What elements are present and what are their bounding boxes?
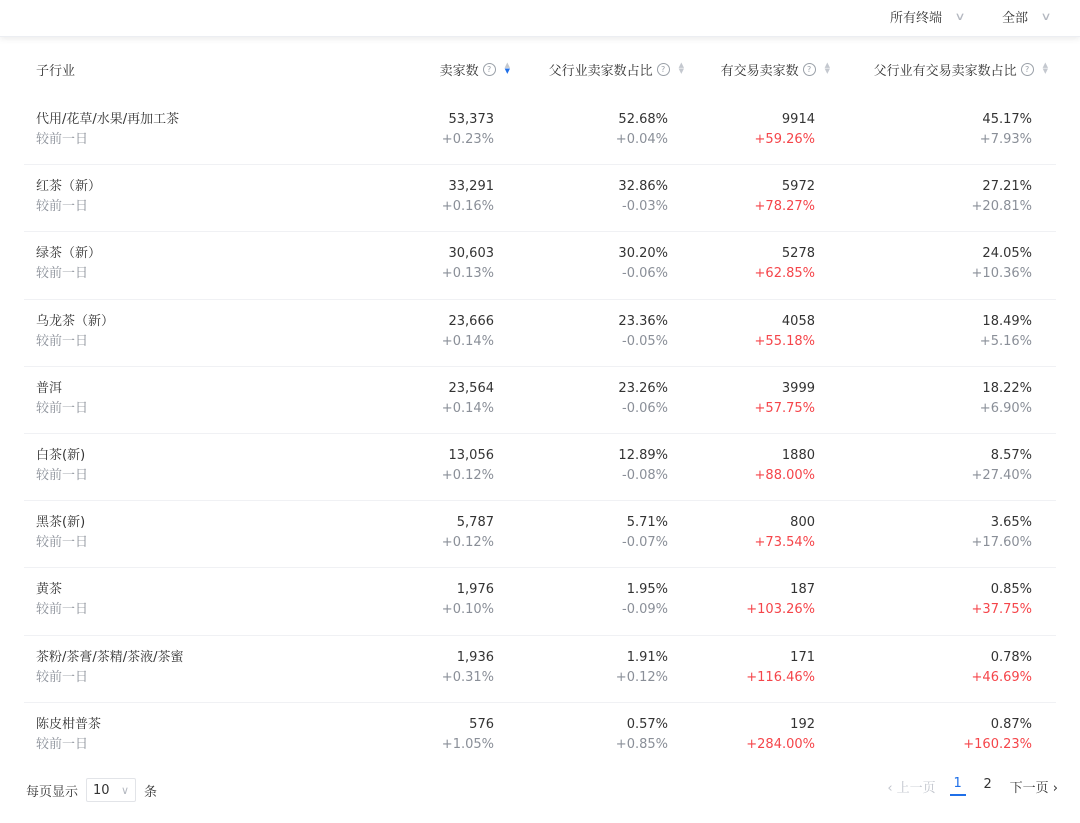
- sellers-value: 5,787: [456, 515, 494, 531]
- seller-share-change: -0.09%: [622, 602, 668, 618]
- active-sellers-change: +59.26%: [754, 132, 815, 147]
- cell-active-share: [980, 379, 1032, 419]
- active-share-value: 18.22%: [982, 380, 1032, 396]
- active-share-change: +27.40%: [971, 467, 1032, 483]
- header-sellers[interactable]: [440, 60, 510, 78]
- sellers-value: 33,291: [448, 179, 494, 195]
- page-size-value: 10: [93, 782, 110, 798]
- active-sellers-value: 171: [790, 649, 815, 665]
- table-row[interactable]: [24, 567, 1056, 634]
- sub-industry-name: 黄茶: [36, 582, 63, 598]
- active-share-change: +46.69%: [971, 669, 1032, 685]
- active-share-change: +37.75%: [971, 602, 1032, 618]
- cell-seller-share: [618, 244, 668, 284]
- active-sellers-value: 187: [790, 582, 815, 598]
- table-header: [24, 36, 1056, 98]
- cell-seller-share: [618, 446, 668, 486]
- seller-share-value: 5.71%: [626, 515, 668, 531]
- table-body: [24, 98, 1056, 769]
- cell-sellers: [442, 513, 494, 553]
- sellers-change: +0.16%: [441, 199, 494, 215]
- cell-seller-share: [622, 580, 668, 620]
- cell-sub-industry: [36, 244, 101, 284]
- sub-industry-name: 代用/花草/水果/再加工茶: [36, 112, 180, 127]
- seller-share-value: 0.57%: [626, 716, 668, 732]
- seller-share-value: 23.26%: [618, 380, 668, 396]
- sub-industry-name: 绿茶（新）: [36, 246, 102, 262]
- seller-share-change: -0.07%: [622, 535, 668, 551]
- compare-label: 较前一日: [36, 669, 89, 685]
- sellers-change: +0.12%: [441, 467, 494, 483]
- table-row[interactable]: [24, 366, 1056, 433]
- cell-active-share: [980, 312, 1032, 352]
- active-share-change: +10.36%: [971, 266, 1032, 282]
- active-sellers-change: +55.18%: [754, 333, 815, 349]
- active-share-value: 45.17%: [982, 112, 1032, 127]
- active-sellers-change: +78.27%: [754, 199, 815, 215]
- header-label: 有交易卖家数: [720, 63, 799, 79]
- sellers-change: +0.23%: [441, 132, 494, 147]
- header-label: 父行业卖家数占比: [548, 63, 653, 79]
- cell-active-sellers: [746, 580, 815, 620]
- prev-page-button[interactable]: ‹ 上一页: [887, 780, 936, 796]
- active-share-value: 3.65%: [990, 515, 1032, 531]
- header-active-sellers[interactable]: [721, 60, 830, 78]
- cell-sub-industry: [36, 379, 88, 419]
- seller-share-change: +0.04%: [615, 132, 668, 147]
- active-share-change: +17.60%: [971, 535, 1032, 551]
- compare-label: 较前一日: [36, 333, 89, 349]
- active-sellers-change: +57.75%: [754, 400, 815, 416]
- sellers-change: +0.10%: [441, 602, 494, 618]
- active-sellers-value: 9914: [781, 112, 815, 127]
- compare-label: 较前一日: [36, 266, 89, 282]
- active-sellers-value: 800: [790, 515, 815, 531]
- cell-active-share: [980, 110, 1032, 150]
- page-1-button[interactable]: 1: [950, 776, 966, 796]
- cell-sellers: [442, 446, 494, 486]
- table-row[interactable]: [24, 299, 1056, 366]
- active-share-value: 27.21%: [982, 179, 1032, 195]
- cell-seller-share: [618, 312, 668, 352]
- sellers-change: +0.12%: [441, 535, 494, 551]
- active-share-value: 0.85%: [990, 582, 1032, 598]
- active-sellers-change: +116.46%: [746, 669, 815, 685]
- sort-desc-icon: ▼: [504, 67, 510, 75]
- active-sellers-value: 192: [790, 716, 815, 732]
- table-row[interactable]: [24, 231, 1056, 298]
- sellers-value: 1,936: [456, 649, 494, 665]
- cell-active-sellers: [755, 312, 815, 352]
- sort-icon[interactable]: [505, 63, 510, 75]
- sellers-value: 1,976: [456, 582, 494, 598]
- cell-active-sellers: [746, 648, 815, 688]
- cell-active-share: [972, 446, 1032, 486]
- next-page-button[interactable]: 下一页 ›: [1009, 780, 1058, 796]
- seller-share-change: -0.03%: [622, 199, 668, 215]
- active-share-change: +20.81%: [971, 199, 1032, 215]
- cell-seller-share: [622, 513, 668, 553]
- active-share-change: +5.16%: [979, 333, 1032, 349]
- cell-active-sellers: [755, 379, 815, 419]
- sort-asc-icon: ▲: [504, 61, 510, 69]
- header-seller-share[interactable]: [549, 60, 684, 78]
- compare-label: 较前一日: [36, 199, 89, 215]
- cell-sub-industry: [36, 648, 184, 688]
- terminal-dropdown-label: 所有终端: [890, 10, 943, 26]
- seller-share-value: 52.68%: [618, 112, 668, 127]
- scope-dropdown[interactable]: [1002, 6, 1050, 26]
- sellers-value: 23,666: [448, 313, 494, 329]
- cell-active-sellers: [755, 177, 815, 217]
- active-sellers-value: 3999: [781, 380, 815, 396]
- sellers-change: +0.14%: [441, 333, 494, 349]
- compare-label: 较前一日: [36, 602, 89, 618]
- active-share-value: 0.87%: [990, 716, 1032, 732]
- seller-share-value: 1.95%: [626, 582, 668, 598]
- cell-seller-share: [616, 110, 668, 150]
- cell-seller-share: [618, 177, 668, 217]
- active-sellers-change: +73.54%: [754, 535, 815, 551]
- cell-active-sellers: [755, 110, 815, 150]
- cell-sellers: [442, 244, 494, 284]
- header-sub-industry: [36, 60, 75, 78]
- seller-share-value: 23.36%: [618, 313, 668, 329]
- seller-share-change: +0.85%: [615, 736, 668, 752]
- active-share-value: 18.49%: [982, 313, 1032, 329]
- sort-asc-icon: ▲: [1042, 61, 1048, 69]
- page-size-select[interactable]: [86, 778, 136, 802]
- sort-icon[interactable]: [1043, 63, 1048, 75]
- active-sellers-change: +62.85%: [754, 266, 815, 282]
- help-icon[interactable]: ?: [483, 63, 496, 76]
- sellers-change: +0.14%: [441, 400, 494, 416]
- cell-active-share: [972, 177, 1032, 217]
- compare-label: 较前一日: [36, 132, 89, 147]
- compare-label: 较前一日: [36, 535, 89, 551]
- cell-active-share: [972, 580, 1032, 620]
- filter-bar: [0, 0, 1080, 37]
- cell-sub-industry: [36, 110, 179, 150]
- sellers-value: 13,056: [448, 447, 494, 463]
- page-size-label: 每页显示: [26, 784, 79, 800]
- active-sellers-change: +88.00%: [754, 467, 815, 483]
- active-share-value: 8.57%: [990, 447, 1032, 463]
- cell-sub-industry: [36, 446, 88, 486]
- cell-sub-industry: [36, 312, 114, 352]
- header-active-share[interactable]: [874, 60, 1048, 78]
- cell-sellers: [442, 110, 494, 150]
- active-share-change: +160.23%: [963, 736, 1032, 752]
- terminal-dropdown[interactable]: [890, 6, 964, 26]
- seller-share-change: -0.06%: [622, 400, 668, 416]
- table-row[interactable]: [24, 164, 1056, 231]
- sort-asc-icon: ▲: [824, 61, 830, 69]
- seller-share-value: 32.86%: [618, 179, 668, 195]
- active-sellers-value: 5278: [781, 246, 815, 262]
- compare-label: 较前一日: [36, 400, 89, 416]
- header-label: 卖家数: [439, 63, 479, 79]
- sub-industry-name: 茶粉/茶膏/茶精/茶液/茶蜜: [36, 649, 184, 665]
- sort-desc-icon: ▼: [1042, 67, 1048, 75]
- sort-asc-icon: ▲: [678, 61, 684, 69]
- active-sellers-change: +284.00%: [746, 736, 815, 752]
- sub-industry-name: 普洱: [36, 380, 63, 396]
- sub-industry-name: 陈皮柑普茶: [36, 716, 102, 732]
- help-icon[interactable]: ?: [657, 63, 670, 76]
- active-share-value: 0.78%: [990, 649, 1032, 665]
- chevron-down-icon: ∨: [954, 9, 966, 23]
- sellers-change: +1.05%: [441, 736, 494, 752]
- sort-desc-icon: ▼: [678, 67, 684, 75]
- table-row[interactable]: [24, 500, 1056, 567]
- active-sellers-value: 5972: [781, 179, 815, 195]
- sellers-change: +0.13%: [441, 266, 494, 282]
- table-row[interactable]: [24, 702, 1056, 769]
- header-label: 子行业: [36, 63, 76, 79]
- table-footer: [0, 770, 1080, 806]
- page-size-control: [26, 778, 157, 802]
- sub-industry-name: 乌龙茶（新）: [36, 313, 115, 329]
- active-share-value: 24.05%: [982, 246, 1032, 262]
- cell-seller-share: [616, 648, 668, 688]
- scope-dropdown-label: 全部: [1002, 10, 1029, 26]
- cell-sellers: [442, 580, 494, 620]
- cell-active-share: [963, 715, 1032, 755]
- sub-industry-name: 白茶(新): [36, 447, 86, 463]
- pagination: [887, 776, 1058, 796]
- compare-label: 较前一日: [36, 736, 89, 752]
- cell-sellers: [442, 379, 494, 419]
- cell-active-sellers: [755, 513, 815, 553]
- table-row[interactable]: [24, 98, 1056, 164]
- sellers-value: 576: [469, 716, 494, 732]
- sellers-value: 53,373: [448, 112, 494, 127]
- help-icon[interactable]: ?: [803, 63, 816, 76]
- sub-industry-name: 黑茶(新): [36, 515, 86, 531]
- compare-label: 较前一日: [36, 467, 89, 483]
- seller-share-change: -0.08%: [622, 467, 668, 483]
- help-icon[interactable]: ?: [1021, 63, 1034, 76]
- sellers-value: 23,564: [448, 380, 494, 396]
- cell-active-share: [972, 648, 1032, 688]
- seller-share-value: 30.20%: [618, 246, 668, 262]
- cell-seller-share: [616, 715, 668, 755]
- cell-active-sellers: [755, 446, 815, 486]
- cell-sellers: [442, 715, 494, 755]
- cell-active-sellers: [746, 715, 815, 755]
- active-share-change: +6.90%: [979, 400, 1032, 416]
- cell-active-share: [972, 513, 1032, 553]
- seller-share-change: -0.05%: [622, 333, 668, 349]
- chevron-down-icon: ∨: [1040, 9, 1052, 23]
- active-sellers-value: 1880: [781, 447, 815, 463]
- cell-sellers: [442, 648, 494, 688]
- table-row[interactable]: [24, 433, 1056, 500]
- cell-sellers: [442, 312, 494, 352]
- sort-icon[interactable]: [825, 63, 830, 75]
- active-sellers-change: +103.26%: [746, 602, 815, 618]
- header-label: 父行业有交易卖家数占比: [873, 63, 1017, 79]
- sub-industry-table: [24, 36, 1056, 769]
- sub-industry-name: 红茶（新）: [36, 179, 102, 195]
- cell-active-sellers: [755, 244, 815, 284]
- cell-sub-industry: [36, 177, 101, 217]
- seller-share-value: 12.89%: [618, 447, 668, 463]
- cell-sub-industry: [36, 715, 101, 755]
- active-share-change: +7.93%: [979, 132, 1032, 147]
- sellers-value: 30,603: [448, 246, 494, 262]
- sort-desc-icon: ▼: [824, 67, 830, 75]
- chevron-down-icon: ∨: [120, 783, 130, 797]
- cell-seller-share: [618, 379, 668, 419]
- sort-icon[interactable]: [679, 63, 684, 75]
- seller-share-value: 1.91%: [626, 649, 668, 665]
- sellers-change: +0.31%: [441, 669, 494, 685]
- cell-sub-industry: [36, 513, 88, 553]
- seller-share-change: -0.06%: [622, 266, 668, 282]
- table-row[interactable]: [24, 635, 1056, 702]
- page-2-button[interactable]: 2: [983, 777, 992, 792]
- page-size-unit: 条: [144, 784, 158, 800]
- active-sellers-value: 4058: [781, 313, 815, 329]
- cell-sellers: [442, 177, 494, 217]
- seller-share-change: +0.12%: [615, 669, 668, 685]
- cell-active-share: [972, 244, 1032, 284]
- cell-sub-industry: [36, 580, 88, 620]
